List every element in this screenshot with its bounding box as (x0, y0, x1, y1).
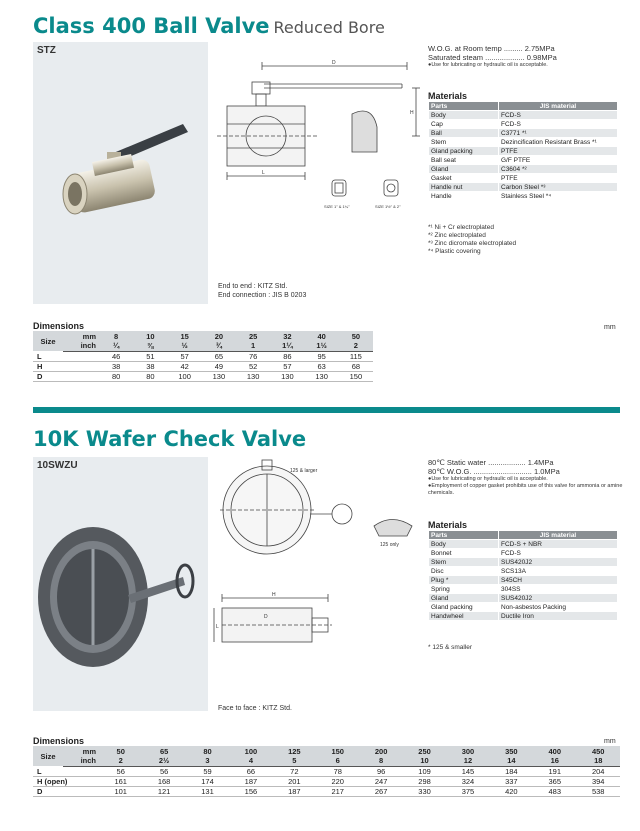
dimension-value: 100 (168, 371, 202, 381)
dimensions-row (33, 766, 620, 776)
dimension-value: 63 (305, 361, 339, 371)
dimension-value: 150 (339, 371, 373, 381)
dimension-value: 130 (236, 371, 270, 381)
dimension-value: 187 (229, 776, 272, 786)
check-valve-materials-table (428, 530, 618, 621)
dimension-value: 204 (576, 766, 620, 776)
materials-part-cell: Disc (429, 567, 499, 576)
materials-material-cell: FCD-S + NBR (499, 540, 618, 549)
materials-row (429, 138, 618, 147)
ball-valve-dimensions-table (33, 331, 373, 382)
ball-valve-materials-title: Materials (428, 91, 468, 101)
size-inch-cell: 10 (403, 756, 446, 766)
materials-part-cell: Handle nut (429, 183, 499, 192)
materials-material-cell: Dezincification Resistant Brass *¹ (499, 138, 618, 147)
check-valve-image (33, 457, 208, 711)
check-valve-drawing (212, 458, 422, 658)
size-mm-cell: 15 (168, 331, 202, 341)
ball-valve-photo (33, 42, 208, 304)
dimension-value: 78 (316, 766, 359, 776)
ball-valve-dim-h: H (410, 110, 414, 116)
mm-label: mm (63, 746, 99, 756)
dimension-label: D (33, 371, 99, 381)
ball-valve-size-small: SIZE 1" & 1¼" (324, 204, 350, 209)
check-valve-label-only: 125 only (380, 542, 399, 548)
size-mm-cell: 450 (576, 746, 620, 756)
materials-material-cell: Ductile Iron (499, 612, 618, 621)
check-valve-dim-d: D (264, 614, 268, 620)
materials-material-cell: G/F PTFE (499, 156, 618, 165)
dimension-value: 56 (99, 766, 142, 776)
dimension-value: 38 (99, 361, 133, 371)
materials-row (429, 165, 618, 174)
dimension-value: 49 (202, 361, 236, 371)
inch-label: inch (63, 756, 99, 766)
dimension-value: 130 (270, 371, 304, 381)
dimension-value: 57 (168, 351, 202, 361)
ball-valve-size-large: SIZE 1½" & 2" (375, 204, 401, 209)
footnote: *¹ Ni + Cr electroplated (428, 224, 494, 231)
dimension-value: 337 (490, 776, 533, 786)
dimension-value: 115 (339, 351, 373, 361)
size-inch-cell: 3 (186, 756, 229, 766)
dimension-value: 191 (533, 766, 576, 776)
dimensions-mm-row (33, 331, 373, 341)
ball-valve-drawing (212, 52, 422, 232)
materials-material-cell: SCS13A (499, 567, 618, 576)
size-mm-cell: 350 (490, 746, 533, 756)
check-valve-dimensions-unit: mm (604, 738, 616, 745)
dimension-value: 267 (359, 786, 402, 796)
materials-part-cell: Ball seat (429, 156, 499, 165)
ball-valve-footnotes (428, 224, 516, 256)
dimension-value: 168 (142, 776, 185, 786)
dimension-value: 156 (229, 786, 272, 796)
materials-row (429, 540, 618, 549)
footnote: *² Zinc electroplated (428, 232, 486, 239)
materials-part-cell: Body (429, 540, 499, 549)
materials-part-cell: Ball (429, 129, 499, 138)
size-inch-cell: ¾ (202, 341, 236, 351)
dimension-value: 174 (186, 776, 229, 786)
size-mm-cell: 65 (142, 746, 185, 756)
footnote: *⁴ Plastic covering (428, 248, 481, 255)
size-mm-cell: 40 (305, 331, 339, 341)
dimension-label: D (33, 786, 99, 796)
dimension-value: 38 (133, 361, 167, 371)
section-divider (33, 407, 620, 413)
dimension-value: 420 (490, 786, 533, 796)
materials-part-cell: Handle (429, 192, 499, 201)
materials-material-cell: Carbon Steel *³ (499, 183, 618, 192)
size-mm-cell: 125 (273, 746, 316, 756)
materials-row (429, 558, 618, 567)
size-inch-cell: 8 (359, 756, 402, 766)
size-label: Size (33, 746, 63, 766)
dimensions-inch-row (33, 756, 620, 766)
dimension-value: 375 (446, 786, 489, 796)
materials-header-cell: Parts (429, 531, 499, 540)
dimension-value: 324 (446, 776, 489, 786)
materials-row (429, 120, 618, 129)
materials-part-cell: Stem (429, 138, 499, 147)
check-valve-dimensions-table (33, 746, 620, 797)
size-inch-cell: 2 (99, 756, 142, 766)
check-valve-dim-h: H (272, 592, 276, 598)
materials-row (429, 594, 618, 603)
dimension-value: 483 (533, 786, 576, 796)
size-inch-cell: 1¼ (270, 341, 304, 351)
materials-row (429, 567, 618, 576)
size-inch-cell: 2½ (142, 756, 185, 766)
check-valve-photo (33, 457, 208, 711)
check-valve-materials-title: Materials (428, 520, 468, 530)
materials-material-cell: Stainless Steel *⁴ (499, 192, 618, 201)
size-inch-cell: ⅜ (133, 341, 167, 351)
size-inch-cell: 1 (236, 341, 270, 351)
ball-valve-specs: W.O.G. at Room temp ......... 2.75MPa Saturated steam ................... 0.98MPa ●Use for lubricating or hydraulic oil is acceptable. (428, 44, 557, 68)
size-mm-cell: 50 (99, 746, 142, 756)
materials-part-cell: Cap (429, 120, 499, 129)
inch-label: inch (63, 341, 99, 351)
size-mm-cell: 150 (316, 746, 359, 756)
dimensions-inch-row (33, 341, 373, 351)
size-mm-cell: 100 (229, 746, 272, 756)
size-mm-cell: 32 (270, 331, 304, 341)
dimension-value: 130 (305, 371, 339, 381)
size-inch-cell: 18 (576, 756, 620, 766)
dimension-value: 247 (359, 776, 402, 786)
ball-valve-model: STZ (37, 45, 56, 56)
dimension-value: 51 (133, 351, 167, 361)
dimension-value: 298 (403, 776, 446, 786)
size-inch-cell: 14 (490, 756, 533, 766)
dimension-value: 96 (359, 766, 402, 776)
materials-header-row (429, 102, 618, 111)
materials-row (429, 576, 618, 585)
materials-row (429, 612, 618, 621)
materials-material-cell: 304SS (499, 585, 618, 594)
materials-material-cell: PTFE (499, 147, 618, 156)
ball-valve-dimensions-title: Dimensions (33, 321, 85, 331)
check-valve-title: 10K Wafer Check Valve (33, 427, 307, 451)
footnote: * 125 & smaller (428, 644, 473, 651)
dimension-value: 201 (273, 776, 316, 786)
size-inch-cell: ¼ (99, 341, 133, 351)
dimensions-row (33, 776, 620, 786)
check-valve-label-large: 125 & larger (290, 468, 318, 474)
check-valve-standards: Face to face : KITZ Std. (218, 705, 292, 712)
check-valve-footnotes (428, 644, 472, 652)
size-mm-cell: 50 (339, 331, 373, 341)
mm-label: mm (63, 331, 99, 341)
ball-valve-dimensions-unit: mm (604, 324, 616, 331)
materials-material-cell: SUS420J2 (499, 558, 618, 567)
size-mm-cell: 80 (186, 746, 229, 756)
materials-row (429, 111, 618, 120)
materials-part-cell: Gasket (429, 174, 499, 183)
dimension-label: H (open) (33, 776, 99, 786)
dimension-value: 394 (576, 776, 620, 786)
size-mm-cell: 300 (446, 746, 489, 756)
dimension-value: 184 (490, 766, 533, 776)
size-mm-cell: 8 (99, 331, 133, 341)
materials-header-cell: JIS material (499, 531, 618, 540)
materials-row (429, 549, 618, 558)
materials-header-cell: Parts (429, 102, 499, 111)
materials-row (429, 156, 618, 165)
materials-material-cell: Non-asbestos Packing (499, 603, 618, 612)
materials-material-cell: C3771 *¹ (499, 129, 618, 138)
dimension-label: L (33, 351, 99, 361)
dimension-value: 42 (168, 361, 202, 371)
materials-row (429, 147, 618, 156)
dimension-value: 187 (273, 786, 316, 796)
materials-header-row (429, 531, 618, 540)
materials-material-cell: FCD-S (499, 549, 618, 558)
size-label: Size (33, 331, 63, 351)
ball-valve-standards: End to end : KITZ Std. End connection : JIS B 0203 (218, 283, 307, 299)
materials-part-cell: Handwheel (429, 612, 499, 621)
dimension-value: 56 (142, 766, 185, 776)
check-valve-dim-l: L (216, 624, 219, 630)
materials-material-cell: FCD-S (499, 120, 618, 129)
size-inch-cell: 16 (533, 756, 576, 766)
materials-part-cell: Gland packing (429, 147, 499, 156)
materials-part-cell: Body (429, 111, 499, 120)
dimension-value: 101 (99, 786, 142, 796)
materials-part-cell: Spring (429, 585, 499, 594)
dimension-value: 217 (316, 786, 359, 796)
dimension-value: 65 (202, 351, 236, 361)
dimension-value: 538 (576, 786, 620, 796)
size-inch-cell: 5 (273, 756, 316, 766)
size-mm-cell: 400 (533, 746, 576, 756)
size-mm-cell: 25 (236, 331, 270, 341)
size-inch-cell: 1½ (305, 341, 339, 351)
size-mm-cell: 20 (202, 331, 236, 341)
size-mm-cell: 10 (133, 331, 167, 341)
size-inch-cell: 2 (339, 341, 373, 351)
materials-row (429, 585, 618, 594)
dimension-value: 145 (446, 766, 489, 776)
dimensions-row (33, 786, 620, 796)
dimension-value: 131 (186, 786, 229, 796)
materials-part-cell: Plug * (429, 576, 499, 585)
materials-header-cell: JIS material (499, 102, 618, 111)
dimension-value: 57 (270, 361, 304, 371)
size-mm-cell: 200 (359, 746, 402, 756)
dimension-value: 52 (236, 361, 270, 371)
dimension-value: 66 (229, 766, 272, 776)
dimension-value: 72 (273, 766, 316, 776)
size-mm-cell: 250 (403, 746, 446, 756)
ball-valve-materials-table (428, 101, 618, 201)
size-inch-cell: 12 (446, 756, 489, 766)
dimension-label: H (33, 361, 99, 371)
dimension-value: 161 (99, 776, 142, 786)
dimension-value: 68 (339, 361, 373, 371)
materials-row (429, 129, 618, 138)
dimensions-row (33, 351, 373, 361)
materials-part-cell: Gland (429, 165, 499, 174)
ball-valve-dim-l: L (262, 170, 265, 176)
materials-row (429, 192, 618, 201)
dimension-value: 46 (99, 351, 133, 361)
dimensions-row (33, 361, 373, 371)
dimension-value: 330 (403, 786, 446, 796)
dimension-value: 80 (133, 371, 167, 381)
materials-part-cell: Stem (429, 558, 499, 567)
check-valve-dimensions-title: Dimensions (33, 736, 85, 746)
materials-row (429, 174, 618, 183)
dimension-value: 109 (403, 766, 446, 776)
dimension-value: 220 (316, 776, 359, 786)
materials-material-cell: FCD-S (499, 111, 618, 120)
ball-valve-dim-d: D (332, 60, 336, 66)
materials-part-cell: Gland packing (429, 603, 499, 612)
ball-valve-image (33, 42, 208, 304)
dimension-value: 76 (236, 351, 270, 361)
materials-row (429, 603, 618, 612)
materials-part-cell: Bonnet (429, 549, 499, 558)
dimension-value: 95 (305, 351, 339, 361)
materials-material-cell: C3604 *² (499, 165, 618, 174)
ball-valve-title: Class 400 Ball Valve Reduced Bore (33, 14, 385, 38)
size-inch-cell: 6 (316, 756, 359, 766)
materials-part-cell: Gland (429, 594, 499, 603)
dimension-value: 80 (99, 371, 133, 381)
materials-material-cell: S45CH (499, 576, 618, 585)
size-inch-cell: 4 (229, 756, 272, 766)
dimension-value: 86 (270, 351, 304, 361)
materials-material-cell: SUS420J2 (499, 594, 618, 603)
check-valve-model: 10SWZU (37, 460, 78, 471)
materials-material-cell: PTFE (499, 174, 618, 183)
dimension-value: 130 (202, 371, 236, 381)
dimension-value: 121 (142, 786, 185, 796)
check-valve-specs: 80℃ Static water .................. 1.4MPa 80℃ W.O.G. ............................ 1.0MPa ●Use for lubricating or hydraulic oil is acceptable. ●Employment of copper gasket prohibits use of this valve for ammonia or amine chemicals. (428, 458, 623, 496)
footnote: *³ Zinc dicromate electroplated (428, 240, 517, 247)
dimensions-row (33, 371, 373, 381)
size-inch-cell: ½ (168, 341, 202, 351)
materials-row (429, 183, 618, 192)
dimension-value: 365 (533, 776, 576, 786)
dimension-value: 59 (186, 766, 229, 776)
dimension-label: L (33, 766, 99, 776)
dimensions-mm-row (33, 746, 620, 756)
